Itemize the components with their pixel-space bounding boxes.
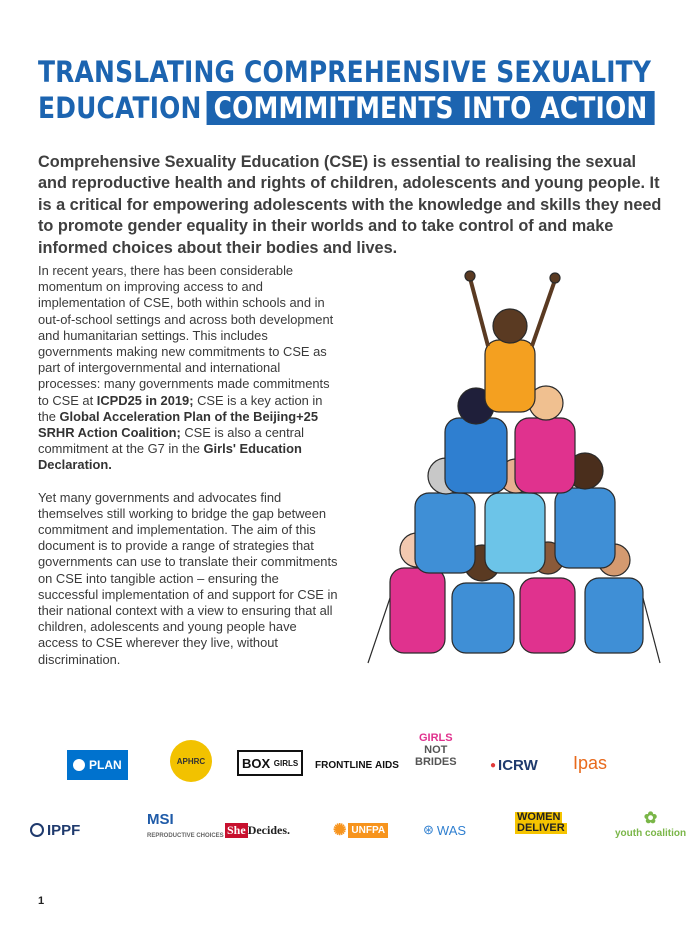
page-number: 1 [38,895,45,907]
she-decides-logo[interactable]: She Decides. [227,822,291,837]
aphrc-logo[interactable]: APHRC [170,740,212,782]
girls-not-brides-logo[interactable]: GIRLS NOT BRIDES [415,732,457,768]
body-paragraph-2: Yet many governments and advocates find themselves still working to bridge the gap between commitment and implementation. The aim of this document is to provide a range of strategies that governments can use to translate their commitments on CSE into tangible action – ensuring the successful implementation of and support for CSE in their national context with a view to ensuring that all children, adolescents and young people have access to CSE wherever they live, without discrimination. [38,489,338,667]
frontline-aids-logo[interactable]: FRONTLINE AIDS [315,759,399,771]
women-deliver-logo[interactable]: WOMEN DELIVER [517,811,565,834]
body-paragraph-1: In recent years, there has been considerable momentum on improving access to and implementation of CSE, both within schools and in out-of-school settings and across both development and humanitarian settings. This includes governments making new commitments to CSE as part of intergovernmental and international processes: many governments made commitments to CSE at ICPD25 in 2019; CSE is a key action in the Global Acceleration Plan of the Beijing+25 SRHR Action Coalition; CSE is also a central commitment at the G7 in the Girls' Education Declaration. [38,263,334,473]
ipas-logo[interactable]: Ipas [573,752,608,773]
icrw-dots-icon: ● [490,759,497,771]
plan-logo[interactable]: PLAN [67,750,128,780]
was-icon: ⊛ [423,822,434,837]
box-girls-logo[interactable]: BOX GIRLS [237,750,303,776]
youth-coalition-logo[interactable]: ✿ youth coalition [615,810,687,839]
unfpa-logo[interactable]: ✺ UNFPA [333,815,388,845]
title-line-1: TRANSLATING COMPREHENSIVE SEXUALITY [38,55,652,89]
un-emblem-icon: ✺ [333,822,347,839]
was-logo[interactable]: ⊛ WAS [423,822,467,838]
lead-paragraph: Comprehensive Sexuality Education (CSE) is essential to realising the sexual and reproductive health and rights of children, adolescents and young people. It is a critical for empowering adolescents with the knowledge and skills they need to promote gender equality in their worlds and to take control of and make informed choices about their bodies and lives. [38,153,662,257]
msi-logo[interactable]: MSI REPRODUCTIVE CHOICES [147,811,224,839]
youth-coalition-icon: ✿ [643,810,658,827]
human-pyramid-illustration [360,268,670,678]
ippf-icon [30,823,44,837]
icrw-logo[interactable]: ● ICRW [490,756,538,774]
ippf-logo[interactable]: IPPF [30,815,80,845]
document-title [38,54,678,126]
title-line-2 [38,90,648,126]
partner-logos [25,730,685,860]
body-column [38,263,338,684]
title-word-education: EDUCATION [38,91,202,125]
title-highlight: COMMMITMENTS INTO ACTION [207,91,655,125]
plan-icon [73,759,85,771]
